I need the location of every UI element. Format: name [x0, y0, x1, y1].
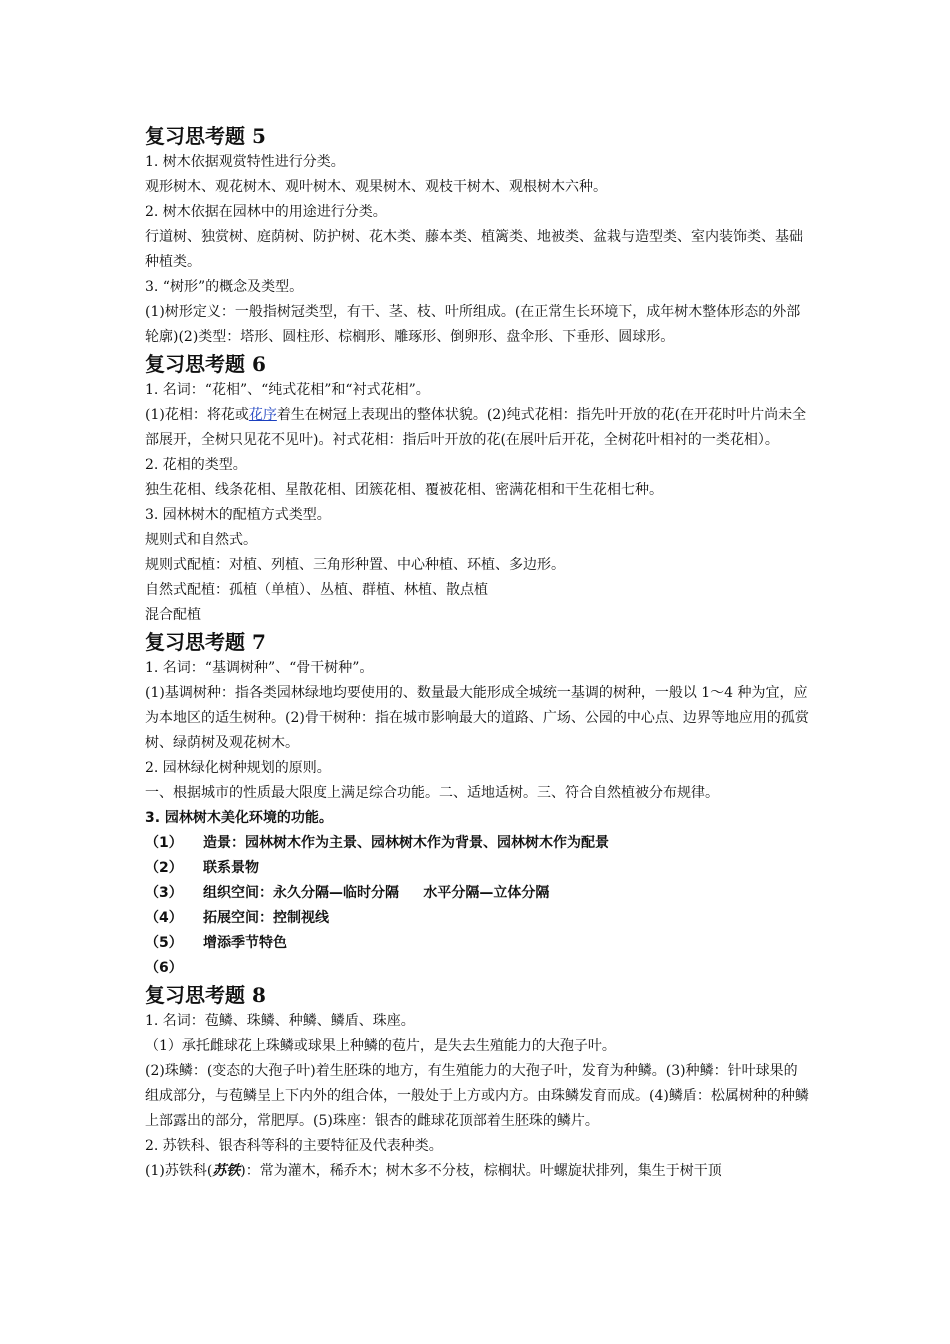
- section-title-6: 复习思考题 6: [145, 352, 266, 376]
- list-item: [145, 906, 810, 931]
- answer-8-1-line2: (2)珠鳞：(变态的大孢子叶)着生胚珠的地方，有生殖能力的大孢子叶，发育为种鳞。(3)种鳞：针叶球果的组成部分，与苞鳞呈上下内外的组合体，一般处于上方或内方。由珠鳞发育而成。(4)鳞盾：松属树种的种鳞上部露出的部分，常肥厚。(5)珠座：银杏的雌球花顶部着生胚珠的鳞片。: [145, 1063, 809, 1129]
- answer-6-2: 独生花相、线条花相、星散花相、团簇花相、覆被花相、密满花相和干生花相七种。: [145, 482, 663, 498]
- list-item-text: 造景：园林树木作为主景、园林树木作为背景、园林树木作为配景: [203, 835, 609, 851]
- question-6-1: 1. 名词：“花相”、“纯式花相”和“衬式花相”。: [145, 382, 430, 398]
- question-5-3: 3. “树形”的概念及类型。: [145, 279, 304, 295]
- list-item: [145, 881, 810, 906]
- answer-7-2: 一、根据城市的性质最大限度上满足综合功能。二、适地适树。三、符合自然植被分布规律。: [145, 785, 719, 801]
- question-6-2: 2. 花相的类型。: [145, 457, 247, 473]
- huaxu-link[interactable]: 花序: [248, 407, 277, 423]
- question-5-1: 1. 树木依据观赏特性进行分类。: [145, 154, 345, 170]
- section-title-8: 复习思考题 8: [145, 983, 266, 1007]
- list-item-number: （3）: [145, 885, 183, 901]
- list-item: [145, 831, 810, 856]
- list-item-number: （2）: [145, 860, 183, 876]
- question-7-3: 3. 园林树木美化环境的功能。: [145, 810, 333, 826]
- list-item-text: 组织空间：永久分隔—临时分隔 水平分隔—立体分隔: [203, 885, 550, 901]
- list-item: [145, 956, 810, 981]
- answer-6-3-line3: 自然式配植：孤植（单植）、丛植、群植、林植、散点植: [145, 582, 488, 598]
- answer-5-1: 观形树木、观花树木、观叶树木、观果树木、观枝干树木、观根树木六种。: [145, 179, 607, 195]
- question-5-2: 2. 树木依据在园林中的用途进行分类。: [145, 204, 387, 220]
- answer-6-1-post: 着生在树冠上表现出的整体状貌。(2)纯式花相：指先叶开放的花(在开花时叶片尚未全部展开，全树只见花不见叶)。衬式花相：指后叶开放的花(在展叶后开花，全树花叶相衬的一类花相）。: [145, 407, 807, 448]
- answer-6-1-pre: (1)花相：将花或: [145, 407, 249, 423]
- answer-6-3-line4: 混合配植: [145, 607, 201, 623]
- answer-6-3-line1: 规则式和自然式。: [145, 532, 257, 548]
- question-8-2: 2. 苏铁科、银杏科等科的主要特征及代表种类。: [145, 1138, 443, 1154]
- list-item-number: （5）: [145, 935, 183, 951]
- list-item-number: （1）: [145, 835, 183, 851]
- document-page: [145, 122, 810, 1184]
- list-item-text: 拓展空间：控制视线: [203, 910, 329, 926]
- answer-5-2: 行道树、独赏树、庭荫树、防护树、花木类、藤本类、植篱类、地被类、盆栽与造型类、室内装饰类、基础种植类。: [145, 229, 803, 270]
- answer-6-1: [145, 403, 810, 453]
- section-title-7: 复习思考题 7: [145, 630, 266, 654]
- section-title-5: 复习思考题 5: [145, 124, 266, 148]
- answer-5-3: (1)树形定义：一般指树冠类型，有干、茎、枝、叶所组成。(在正常生长环境下，成年树木整体形态的外部轮廓)(2)类型：塔形、圆柱形、棕榈形、雕琢形、倒卵形、盘伞形、下垂形、圆球形。: [145, 304, 801, 345]
- answer-8-2-post: )：常为灌木，稀乔木；树木多不分枝，棕榈状。叶螺旋状排列，集生于树干顶: [240, 1163, 722, 1179]
- list-item: [145, 931, 810, 956]
- question-7-2: 2. 园林绿化树种规划的原则。: [145, 760, 331, 776]
- answer-7-1: (1)基调树种：指各类园林绿地均要使用的、数量最大能形成全城统一基调的树种，一般以 1～4 种为宜，应为本地区的适生树种。(2)骨干树种：指在城市影响最大的道路、广场、公园的中心点、边界等地应用的孤赏树、绿荫树及观花树木。: [145, 685, 809, 751]
- list-item-text: 联系景物: [203, 860, 259, 876]
- answer-8-2: [145, 1159, 810, 1184]
- answer-6-3-line2: 规则式配植：对植、列植、三角形种置、中心种植、环植、多边形。: [145, 557, 565, 573]
- answer-8-2-pre: (1)苏铁科(: [145, 1163, 213, 1179]
- question-8-1: 1. 名词：苞鳞、珠鳞、种鳞、鳞盾、珠座。: [145, 1013, 415, 1029]
- question-6-3: 3. 园林树木的配植方式类型。: [145, 507, 331, 523]
- list-item: [145, 856, 810, 881]
- list-item-text: 增添季节特色: [203, 935, 287, 951]
- list-item-number: （6）: [145, 960, 183, 976]
- answer-8-1-line1: （1）承托雌球花上珠鳞或球果上种鳞的苞片，是失去生殖能力的大孢子叶。: [145, 1038, 616, 1054]
- answer-8-2-emphasis: 苏铁: [212, 1163, 241, 1179]
- question-7-1: 1. 名词：“基调树种”、“骨干树种”。: [145, 660, 374, 676]
- list-item-number: （4）: [145, 910, 183, 926]
